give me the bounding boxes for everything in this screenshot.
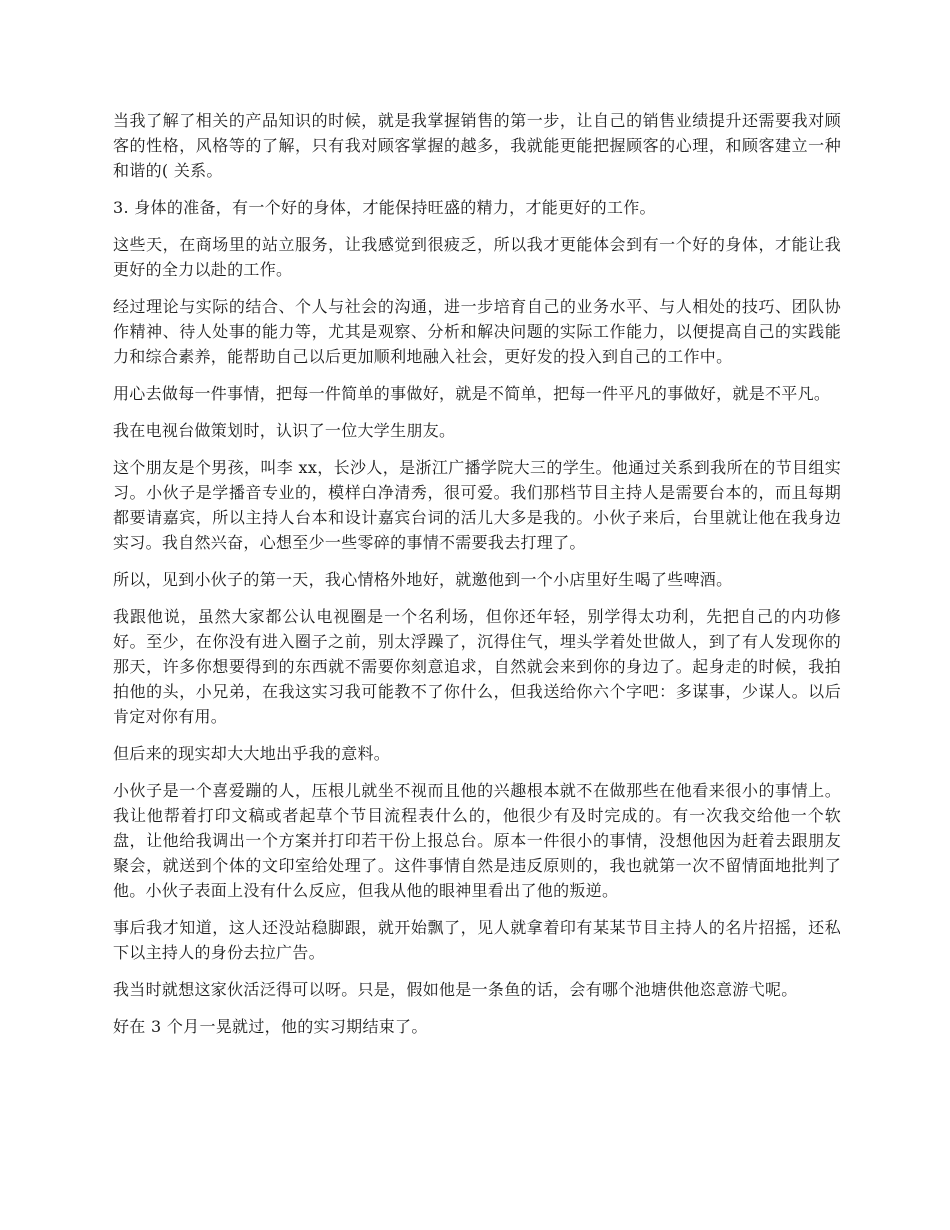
paragraph-4: 经过理论与实际的结合、个人与社会的沟通，进一步培育自己的业务水平、与人相处的技巧、团队协作精神、待人处事的能力等，尤其是观察、分析和解决问题的实际工作能力，以便提高自己的实践能力和综合素养，能帮助自己以后更加顺利地融入社会，更好发的投入到自己的工作中。 [113,297,841,366]
paragraph-5: 用心去做每一件事情，把每一件简单的事做好，就是不简单，把每一件平凡的事做好，就是不平凡。 [113,384,831,403]
paragraph-6: 我在电视台做策划时，认识了一位大学生朋友。 [113,421,456,440]
paragraph-13: 我当时就想这家伙活泛得可以呀。只是，假如他是一条鱼的话，会有哪个池塘供他恣意游弋呢。 [113,980,798,999]
paragraph-8: 所以，见到小伙子的第一天，我心情格外地好，就邀他到一个小店里好生喝了些啤酒。 [113,570,733,589]
paragraph-14: 好在 3 个月一晃就过，他的实习期结束了。 [113,1017,428,1036]
paragraph-3: 这些天，在商场里的站立服务，让我感觉到很疲乏，所以我才更能体会到有一个好的身体，才能让我更好的全力以赴的工作。 [113,235,841,279]
paragraph-11: 小伙子是一个喜爱蹦的人，压根儿就坐不视而且他的兴趣根本就不在做那些在他看来很小的事情上。我让他帮着打印文稿或者起草个节目流程表什么的，他很少有及时完成的。有一次我交给他一个软盘，让他给我调出一个方案并打印若干份上报总台。原本一件很小的事情，没想他因为赶着去跟朋友聚会，就送到个体的文印室给处理了。这件事情自然是违反原则的，我也就第一次不留情面地批判了他。小伙子表面上没有什么反应，但我从他的眼神里看出了他的叛逆。 [113,781,841,900]
paragraph-10: 但后来的现实却大大地出乎我的意料。 [113,744,391,763]
paragraph-9: 我跟他说，虽然大家都公认电视圈是一个名利场，但你还年轻，别学得太功利，先把自己的内功修好。至少，在你没有进入圈子之前，别太浮躁了，沉得住气，埋头学着处世做人，到了有人发现你的那天，许多你想要得到的东西就不需要你刻意追求，自然就会来到你的身边了。起身走的时候，我拍拍他的头，小兄弟，在我这实习我可能教不了你什么，但我送给你六个字吧：多谋事，少谋人。以后肯定对你有用。 [113,607,841,726]
paragraph-7: 这个朋友是个男孩，叫李 xx，长沙人，是浙江广播学院大三的学生。他通过关系到我所在的节目组实习。小伙子是学播音专业的，模样白净清秀，很可爱。我们那档节目主持人是需要台本的，而且每期都要请嘉宾，所以主持人台本和设计嘉宾台词的活儿大多是我的。小伙子来后，台里就让他在我身边实习。我自然兴奋，心想至少一些零碎的事情不需要我去打理了。 [113,458,841,552]
paragraph-2: 3. 身体的准备，有一个好的身体，才能保持旺盛的精力，才能更好的工作。 [113,198,656,217]
paragraph-1: 当我了解了相关的产品知识的时候，就是我掌握销售的第一步，让自己的销售业绩提升还需要我对顾客的性格，风格等的了解，只有我对顾客掌握的越多，我就能更能把握顾客的心理，和顾客建立一种和谐的( 关系。 [113,111,841,180]
document-body [113,108,841,1051]
paragraph-12: 事后我才知道，这人还没站稳脚跟，就开始飘了，见人就拿着印有某某节目主持人的名片招摇，还私下以主持人的身份去拉广告。 [113,918,841,962]
